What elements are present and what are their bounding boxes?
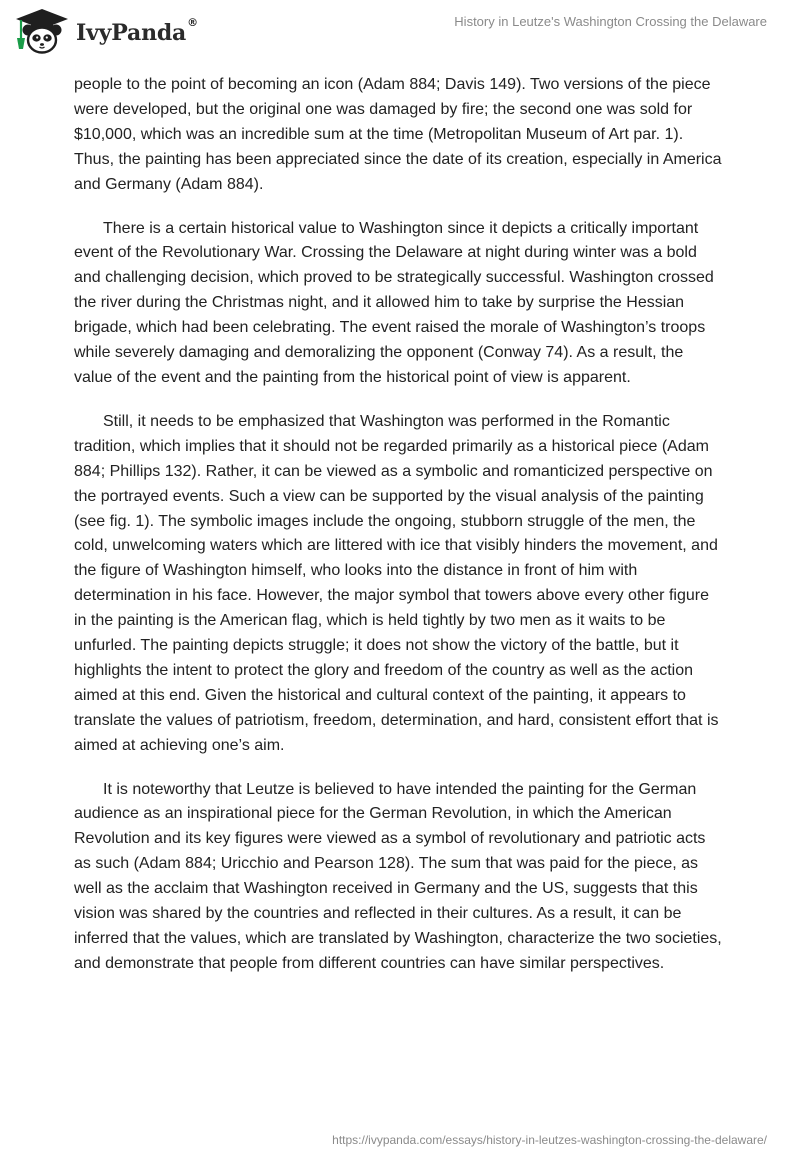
source-url: https://ivypanda.com/essays/history-in-leutzes-washington-crossing-the-delaware/ [332, 1133, 767, 1147]
essay-body [74, 73, 724, 996]
brand-name-text: IvyPanda [76, 20, 187, 46]
paragraph-romantic-tradition: Still, it needs to be emphasized that Washington was performed in the Romantic tradition, which implies that it should not be regarded primarily as a historical piece (Adam 884; Phillips 132). Rather, it can be viewed as a symbolic and romanticized perspective on the portrayed events. Such a view can be supported by the visual analysis of the painting (see fig. 1). The symbolic images include the ongoing, stubborn struggle of the men, the cold, unwelcoming waters which are littered with ice that visibly hinders the movement, and the figure of Washington himself, who looks into the distance in front of him with determination in his face. However, the major symbol that towers above every other figure in the painting is the American flag, which is held tightly by two men as it waits to be unfurled. The painting depicts struggle; it does not show the victory of the battle, but it highlights the intent to protect the glory and freedom of the country as well as the action aimed at this end. Given the historical and cultural context of the painting, it appears to translate the values of patriotism, freedom, determination, and hard, consistent effort that is aimed at achieving one’s aim. [74, 412, 719, 754]
paragraph-historical-value: There is a certain historical value to Washington since it depicts a critically important event of the Revolutionary War. Crossing the Delaware at night during winter was a bold and challenging decision, which proved to be strategically successful. Washington crossed the river during the Christmas night, and it allowed him to take by surprise the Hessian brigade, which had been celebrating. The event raised the morale of Washington’s troops while severely damaging and demoralizing the opponent (Conway 74). As a result, the value of the event and the painting from the historical point of view is apparent. [74, 219, 714, 386]
ivypanda-logo-link[interactable] [14, 8, 198, 56]
paragraph-continuation: people to the point of becoming an icon (Adam 884; Davis 149). Two versions of the piece were developed, but the original one was damaged by fire; the second one was sold for $10,000, which was an incredible sum at the time (Metropolitan Museum of Art par. 1). Thus, the painting has been appreciated since the date of its creation, especially in America and Germany (Adam 884). [74, 76, 722, 193]
brand-name [76, 16, 198, 46]
panda-graduation-cap-icon [14, 8, 70, 56]
document-title: History in Leutze's Washington Crossing the Delaware [454, 14, 767, 29]
paragraph-german-audience: It is noteworthy that Leutze is believed to have intended the painting for the German audience as an inspirational piece for the German Revolution, in which the American Revolution and its key figures were viewed as a symbol of revolutionary and patriotic acts as such (Adam 884; Uricchio and Pearson 128). The sum that was paid for the piece, as well as the acclaim that Washington received in Germany and the US, suggests that this vision was shared by the countries and reflected in their cultures. As a result, it can be inferred that the values, which are translated by Washington, characterize the two societies, and demonstrate that people from different countries can have similar perspectives. [74, 780, 722, 972]
page-header [0, 0, 800, 64]
registered-mark: ® [187, 16, 198, 29]
